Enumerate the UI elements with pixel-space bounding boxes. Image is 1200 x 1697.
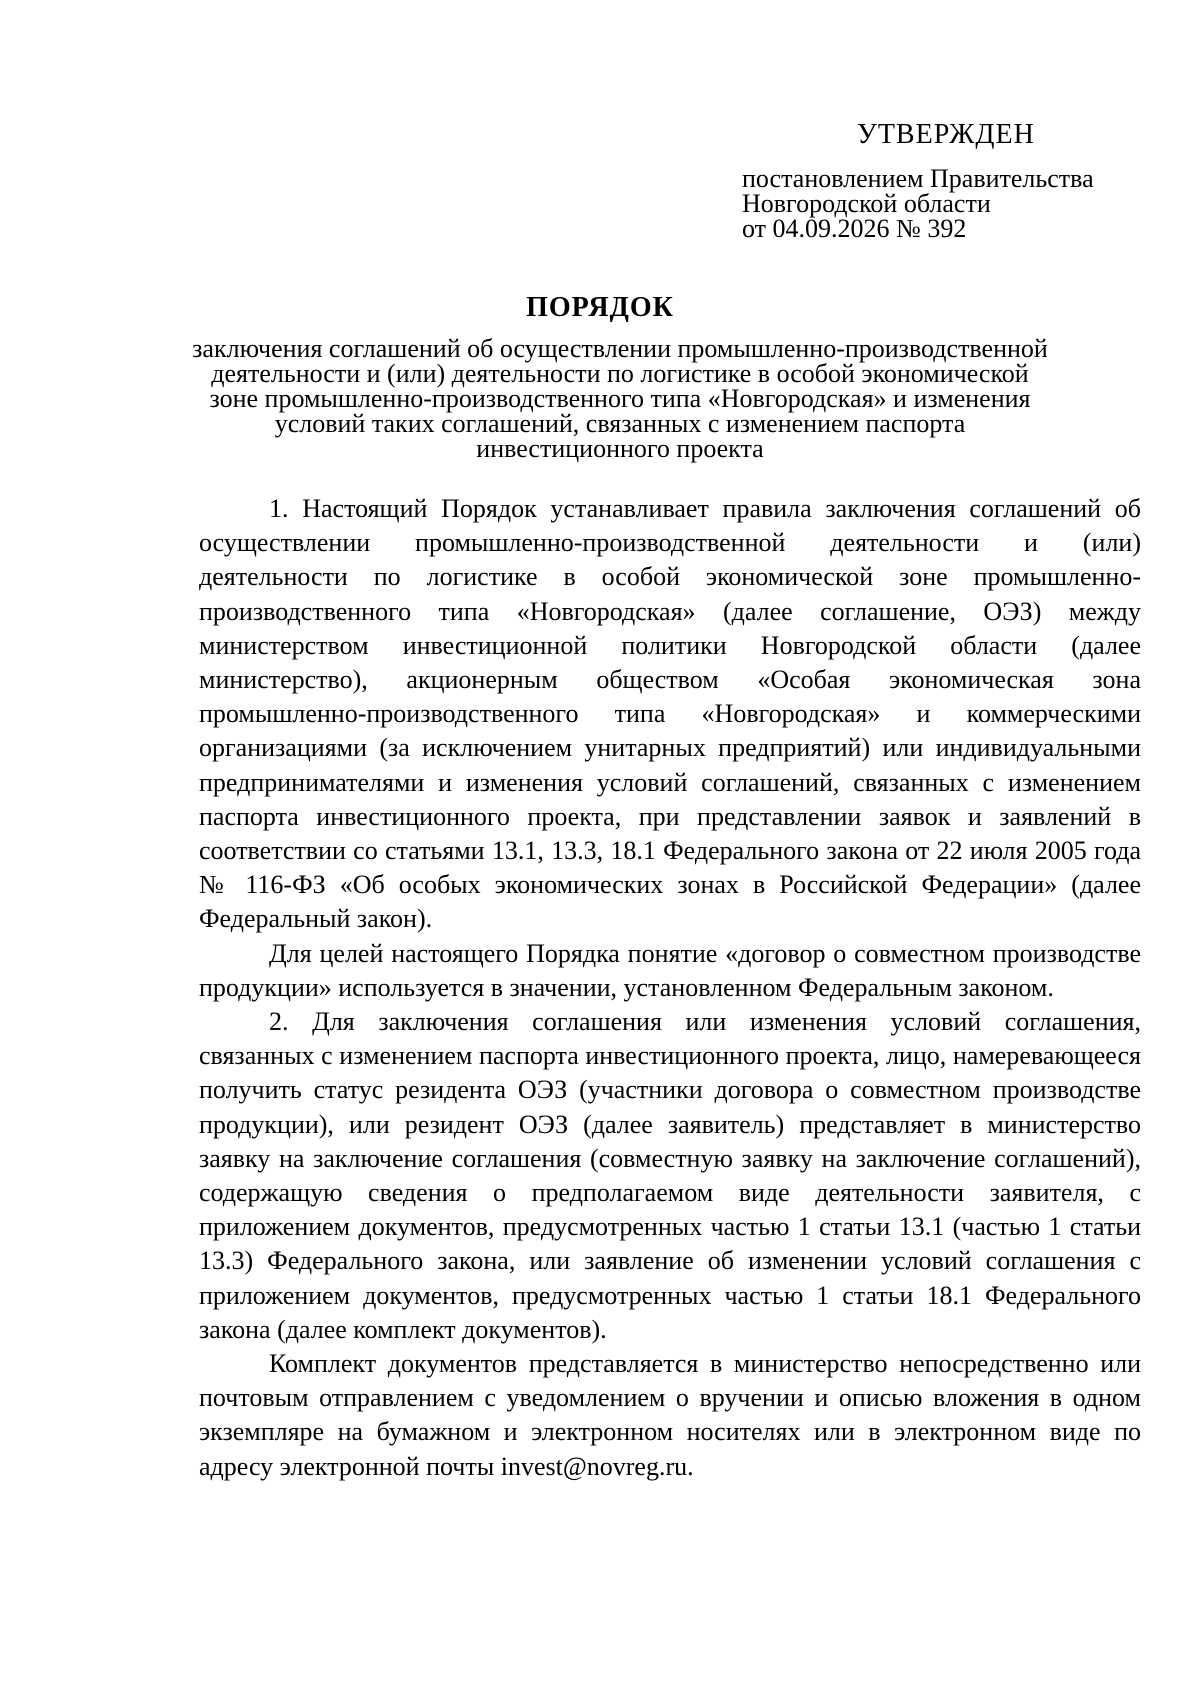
approval-line: от 04.09.2026 № 392 <box>742 214 967 243</box>
paragraph-1: 1. Настоящий Порядок устанавливает правила заключения соглашений об осуществлении промышленно-производственной деятельности и (или) деятельности по логистике в особой экономической зоне промышленно-производственного типа «Новгородская» (далее соглашение, ОЭЗ) между министерством инвестиционной политики Новгородской области (далее министерство), акционерным обществом «Особая экономическая зона промышленно-производственного типа «Новгородская» и коммерческими организациями (за исключением унитарных предприятий) или индивидуальными предпринимателями и изменения условий соглашений, связанных с изменением паспорта инвестиционного проекта, при представлении заявок и заявлений в соответствии со статьями 13.1, 13.3, 18.1 Федерального закона от 22 июля 2005 года № 116-ФЗ «Об особых экономических зонах в Российской Федерации» (далее Федеральный закон). <box>199 494 1141 934</box>
subtitle-line: инвестиционного проекта <box>476 434 764 463</box>
paragraph-submission: Комплект документов представляется в министерство непосредственно или почтовым отправлением с уведомлением о вручении и описью вложения в одном экземпляре на бумажном и электронном носителях или в электронном виде по адресу электронной почты invest@novreg.ru. <box>199 1349 1141 1481</box>
approval-heading: УТВЕРЖДЕН <box>857 119 1035 150</box>
paragraph-definition: Для целей настоящего Порядка понятие «договор о совместном производстве продукции» используется в значении, установленном Федеральным законом. <box>199 938 1141 1002</box>
subtitle-line: зоне промышленно-производственного типа «Новгородская» и изменения <box>209 384 1031 413</box>
paragraph-2: 2. Для заключения соглашения или изменения условий соглашения, связанных с изменением паспорта инвестиционного проекта, лицо, намеревающееся получить статус резидента ОЭЗ (участники договора о совместном производстве продукции), или резидент ОЭЗ (далее заявитель) представляет в министерство заявку на заключение соглашения (совместную заявку на заключение соглашений), содержащую сведения о предполагаемом виде деятельности заявителя, с приложением документов, предусмотренных частью 1 статьи 13.1 (частью 1 статьи 13.3) Федерального закона, или заявление об изменении условий соглашения с приложением документов, предусмотренных частью 1 статьи 18.1 Федерального закона (далее комплект документов). <box>199 1007 1141 1344</box>
subtitle-line: заключения соглашений об осуществлении промышленно-производственной <box>192 334 1048 363</box>
subtitle-line: деятельности и (или) деятельности по логистике в особой экономической <box>211 359 1029 388</box>
document-title: ПОРЯДОК <box>526 292 674 323</box>
approval-details <box>742 166 1162 241</box>
approval-line: постановлением Правительства <box>742 164 1094 193</box>
approval-block <box>742 118 1162 241</box>
approval-line: Новгородской области <box>742 189 991 218</box>
document-subtitle <box>180 336 1060 461</box>
subtitle-line: условий таких соглашений, связанных с изменением паспорта <box>274 409 966 438</box>
document-body <box>199 492 1141 1484</box>
